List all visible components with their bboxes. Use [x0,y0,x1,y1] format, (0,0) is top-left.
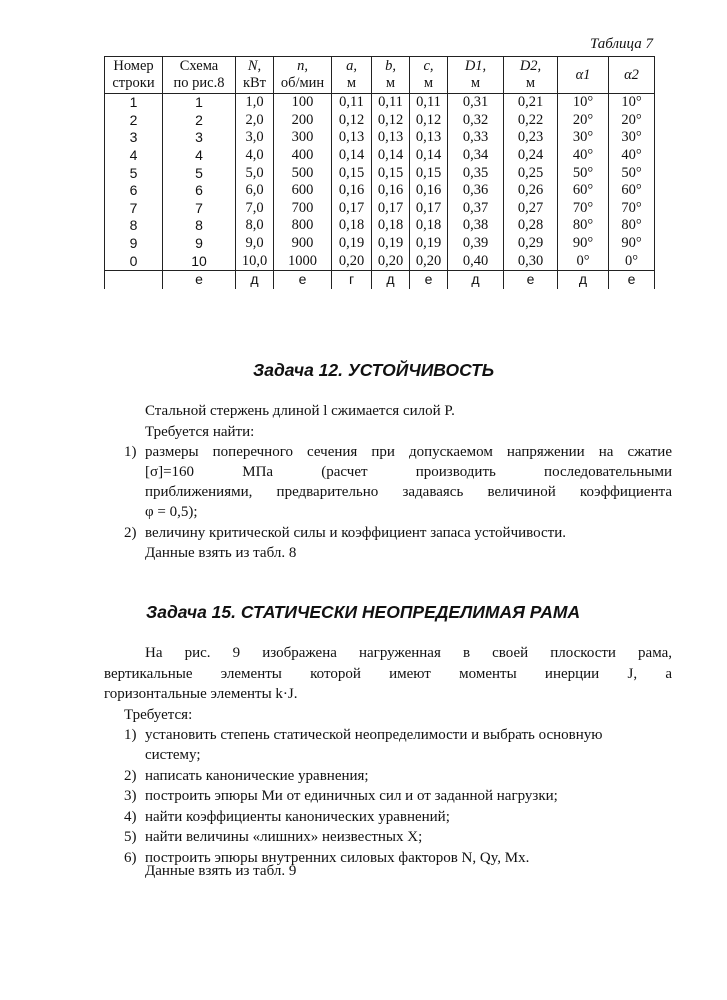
cell-alpha2: 90° [609,235,655,253]
task12-item1-line: размеры поперечного сечения при допускаемом напряжении на сжатие [145,444,672,460]
cell-power: 10,0 [236,252,274,270]
cell-c: 0,19 [410,235,448,253]
cell-alpha1: 60° [558,182,609,200]
cell-rpm: 300 [274,129,332,147]
letter-cell: е [274,270,332,289]
cell-d1: 0,34 [448,147,504,165]
cell-alpha1: 0° [558,252,609,270]
task15-item-number: 4) [124,809,137,825]
cell-b: 0,20 [372,252,410,270]
task15-item: найти коэффициенты канонических уравнений; [145,809,450,825]
cell-a: 0,14 [332,147,372,165]
cell-alpha1: 30° [558,129,609,147]
cell-scheme: 6 [163,182,236,200]
cell-c: 0,15 [410,164,448,182]
table-row [105,235,655,253]
task12-item1-line: [σ]=160 МПа (расчет производить последовательными [145,464,672,480]
cell-alpha1: 90° [558,235,609,253]
table-row [105,200,655,218]
task12-title: Задача 12. УСТОЙЧИВОСТЬ [253,360,495,380]
header-d2: D2, м [504,57,558,94]
task15-item-number: 6) [124,850,137,866]
cell-alpha1: 20° [558,112,609,130]
cell-c: 0,18 [410,217,448,235]
task15-item: найти величины «лишних» неизвестных X; [145,829,423,845]
task12-item1-line: φ = 0,5); [145,504,198,520]
task15-intro-line: На рис. 9 изображена нагруженная в своей плоскости рама, [145,645,672,661]
letter-cell: е [163,270,236,289]
cell-d1: 0,33 [448,129,504,147]
cell-d2: 0,28 [504,217,558,235]
task15-item: построить эпюры Mи от единичных сил и от заданной нагрузки; [145,788,558,804]
cell-power: 2,0 [236,112,274,130]
cell-row-number: 8 [105,217,163,235]
cell-b: 0,17 [372,200,410,218]
cell-power: 8,0 [236,217,274,235]
cell-b: 0,14 [372,147,410,165]
cell-row-number: 9 [105,235,163,253]
cell-scheme: 7 [163,200,236,218]
task15-title: Задача 15. СТАТИЧЕСКИ НЕОПРЕДЕЛИМАЯ РАМА [146,602,581,622]
cell-rpm: 700 [274,200,332,218]
cell-b: 0,13 [372,129,410,147]
cell-row-number: 1 [105,94,163,112]
cell-a: 0,12 [332,112,372,130]
header-b: b, м [372,57,410,94]
cell-d1: 0,36 [448,182,504,200]
cell-b: 0,16 [372,182,410,200]
header-rpm: n, об/мин [274,57,332,94]
task15-item-number: 2) [124,768,137,784]
task12-intro [145,401,455,421]
cell-c: 0,12 [410,112,448,130]
cell-rpm: 400 [274,147,332,165]
cell-d2: 0,21 [504,94,558,112]
cell-alpha2: 10° [609,94,655,112]
header-alpha1: α1 [558,57,609,94]
cell-scheme: 10 [163,252,236,270]
cell-c: 0,14 [410,147,448,165]
cell-d1: 0,40 [448,252,504,270]
table-letters-row [105,270,655,289]
task15-item-number: 1) [124,727,137,743]
cell-row-number: 5 [105,164,163,182]
cell-a: 0,11 [332,94,372,112]
task12-item2: величину критической силы и коэффициент запаса устойчивости. [145,525,566,541]
letter-cell: е [410,270,448,289]
cell-rpm: 1000 [274,252,332,270]
cell-alpha1: 50° [558,164,609,182]
cell-a: 0,13 [332,129,372,147]
table-row [105,94,655,112]
cell-d1: 0,35 [448,164,504,182]
header-a: a, м [332,57,372,94]
table-row [105,182,655,200]
letter-cell: е [504,270,558,289]
task15-data-note: Данные взять из табл. 9 [145,863,297,879]
cell-rpm: 500 [274,164,332,182]
cell-a: 0,18 [332,217,372,235]
cell-a: 0,17 [332,200,372,218]
table-caption: Таблица 7 [590,36,653,52]
cell-scheme: 2 [163,112,236,130]
cell-scheme: 1 [163,94,236,112]
task12-item2-number: 2) [124,525,137,541]
cell-c: 0,13 [410,129,448,147]
cell-scheme: 4 [163,147,236,165]
cell-alpha2: 40° [609,147,655,165]
cell-power: 9,0 [236,235,274,253]
cell-b: 0,15 [372,164,410,182]
header-c: c, м [410,57,448,94]
cell-rpm: 100 [274,94,332,112]
cell-power: 3,0 [236,129,274,147]
cell-row-number: 7 [105,200,163,218]
cell-b: 0,18 [372,217,410,235]
cell-d2: 0,22 [504,112,558,130]
cell-alpha2: 70° [609,200,655,218]
cell-d1: 0,37 [448,200,504,218]
task12-intro-text: Стальной стержень длиной l сжимается силой P. [145,403,455,419]
cell-alpha2: 30° [609,129,655,147]
cell-scheme: 8 [163,217,236,235]
table-header-row [105,57,655,94]
cell-alpha2: 0° [609,252,655,270]
task15-item: установить степень статической неопределимости и выбрать основную [145,727,603,743]
task15-intro-line: вертикальные элементы которой имеют моменты инерции J, а [104,666,672,682]
cell-power: 7,0 [236,200,274,218]
cell-row-number: 4 [105,147,163,165]
cell-row-number: 6 [105,182,163,200]
cell-d1: 0,32 [448,112,504,130]
cell-a: 0,19 [332,235,372,253]
task12-item1-line: приближениями, предварительно задаваясь величиной коэффициента [145,484,672,500]
cell-alpha2: 20° [609,112,655,130]
cell-b: 0,19 [372,235,410,253]
cell-c: 0,11 [410,94,448,112]
cell-rpm: 800 [274,217,332,235]
cell-d2: 0,24 [504,147,558,165]
letter-cell: е [609,270,655,289]
cell-alpha1: 80° [558,217,609,235]
task15-required: Требуется: [124,707,193,723]
cell-scheme: 9 [163,235,236,253]
letter-cell: д [448,270,504,289]
cell-a: 0,20 [332,252,372,270]
task15-item: написать канонические уравнения; [145,768,369,784]
cell-power: 1,0 [236,94,274,112]
letter-cell: д [372,270,410,289]
cell-b: 0,11 [372,94,410,112]
task15-item-number: 5) [124,829,137,845]
cell-d2: 0,25 [504,164,558,182]
header-row-number: Номер строки [105,57,163,94]
cell-row-number: 3 [105,129,163,147]
cell-scheme: 5 [163,164,236,182]
cell-rpm: 900 [274,235,332,253]
letter-cell: г [332,270,372,289]
cell-d2: 0,30 [504,252,558,270]
table-row [105,112,655,130]
header-power: N, кВт [236,57,274,94]
cell-c: 0,17 [410,200,448,218]
cell-row-number: 0 [105,252,163,270]
cell-d2: 0,27 [504,200,558,218]
cell-row-number: 2 [105,112,163,130]
task12-data-note: Данные взять из табл. 8 [145,545,297,561]
cell-d2: 0,23 [504,129,558,147]
task15-item: систему; [145,747,201,763]
letter-cell [105,270,163,289]
letter-cell: д [236,270,274,289]
cell-a: 0,15 [332,164,372,182]
task15-item: построить эпюры внутренних силовых факторов N, Qy, Mx. [145,850,530,866]
cell-c: 0,20 [410,252,448,270]
letter-cell: д [558,270,609,289]
cell-power: 6,0 [236,182,274,200]
cell-alpha2: 80° [609,217,655,235]
header-scheme: Схема по рис.8 [163,57,236,94]
cell-rpm: 600 [274,182,332,200]
table-row [105,217,655,235]
data-table [104,56,655,289]
task15-intro-line: горизонтальные элементы k·J. [104,686,298,702]
cell-a: 0,16 [332,182,372,200]
task12-item1-number: 1) [124,444,137,460]
cell-power: 5,0 [236,164,274,182]
cell-rpm: 200 [274,112,332,130]
cell-power: 4,0 [236,147,274,165]
task15-item-number: 3) [124,788,137,804]
cell-d2: 0,26 [504,182,558,200]
cell-alpha2: 50° [609,164,655,182]
cell-scheme: 3 [163,129,236,147]
cell-alpha1: 10° [558,94,609,112]
header-d1: D1, м [448,57,504,94]
table-row [105,129,655,147]
cell-d1: 0,39 [448,235,504,253]
cell-b: 0,12 [372,112,410,130]
header-alpha2: α2 [609,57,655,94]
cell-d1: 0,31 [448,94,504,112]
cell-alpha1: 70° [558,200,609,218]
cell-d1: 0,38 [448,217,504,235]
table-row [105,147,655,165]
cell-c: 0,16 [410,182,448,200]
cell-alpha1: 40° [558,147,609,165]
table-row [105,252,655,270]
cell-d2: 0,29 [504,235,558,253]
task12-required: Требуется найти: [145,424,255,440]
table-row [105,164,655,182]
cell-alpha2: 60° [609,182,655,200]
